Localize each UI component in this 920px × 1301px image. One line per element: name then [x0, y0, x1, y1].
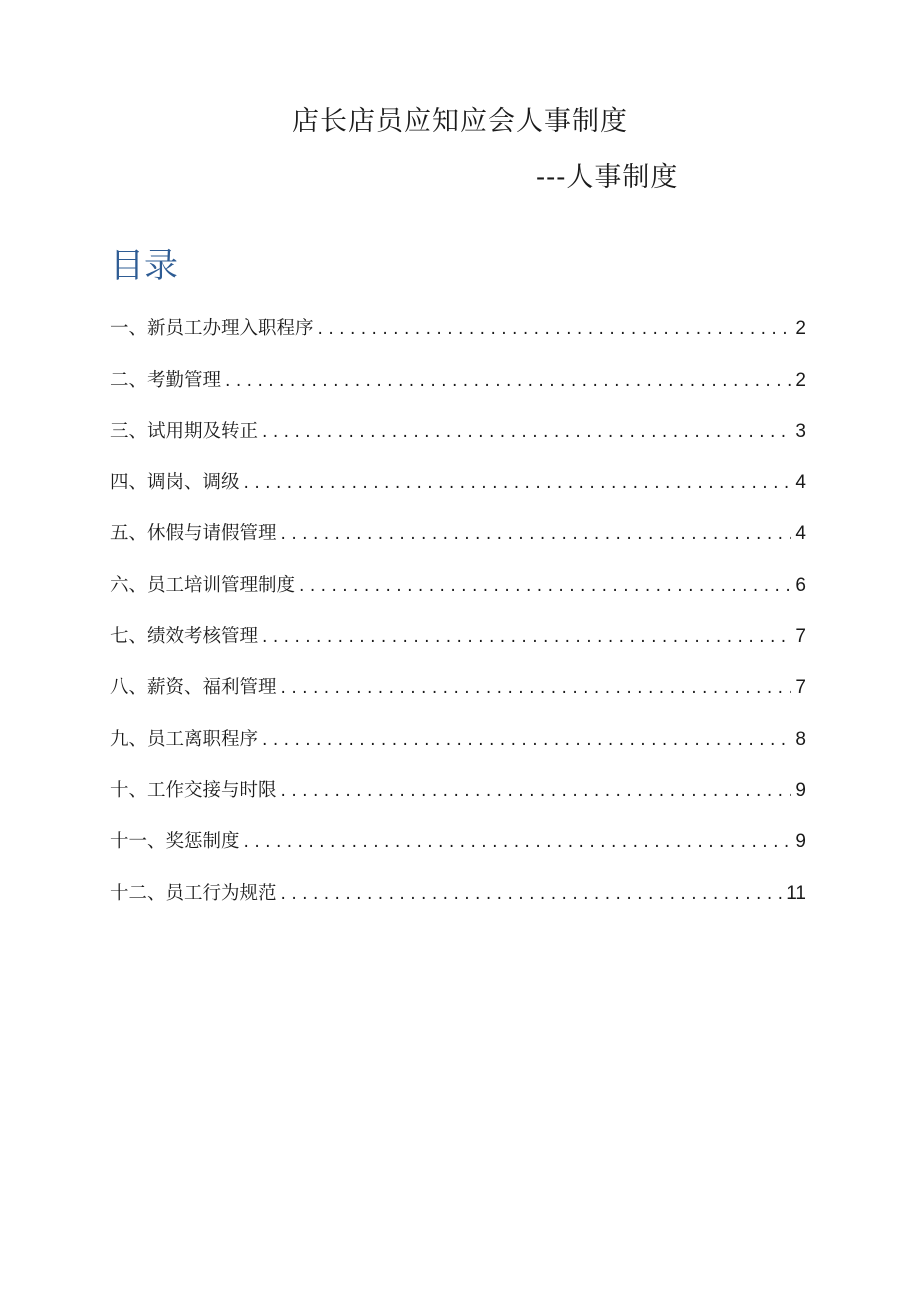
toc-dot-leader: [225, 361, 791, 401]
toc-page-number: 4: [795, 523, 806, 545]
toc-entry[interactable]: [110, 606, 806, 657]
toc-page-number: 2: [795, 369, 806, 391]
toc-page-number: 11: [786, 882, 806, 904]
toc-entry-label: 九、员工离职程序: [110, 728, 259, 750]
toc-entry[interactable]: [110, 503, 806, 554]
toc-page-number: 4: [795, 472, 806, 494]
toc-entry-label: 四、调岗、调级: [110, 472, 240, 494]
toc-page-number: 6: [795, 574, 806, 596]
toc-page-number: 2: [795, 318, 806, 340]
document-subtitle: ---人事制度: [536, 162, 679, 193]
toc-dot-leader: [281, 771, 792, 811]
toc-dot-leader: [299, 566, 791, 606]
toc-dot-leader: [262, 720, 791, 760]
toc-entry-label: 二、考勤管理: [110, 369, 222, 391]
toc-entry[interactable]: [110, 298, 806, 349]
toc-dot-leader: [262, 412, 791, 452]
toc-entry[interactable]: [110, 760, 806, 811]
toc-page-number: 7: [795, 677, 806, 699]
toc-entry[interactable]: [110, 554, 806, 605]
toc-dot-leader: [262, 617, 791, 657]
toc-dot-leader: [281, 668, 792, 708]
toc-page-number: 3: [795, 420, 806, 442]
toc-entry-label: 五、休假与请假管理: [110, 523, 277, 545]
toc-entry[interactable]: [110, 811, 806, 862]
document-title: 店长店员应知应会人事制度: [292, 106, 628, 137]
toc-dot-leader: [244, 463, 792, 503]
toc-heading: 目录: [110, 246, 178, 286]
toc-entry[interactable]: [110, 708, 806, 759]
toc-dot-leader: [318, 309, 792, 349]
table-of-contents: [110, 298, 806, 914]
toc-page-number: 9: [795, 779, 806, 801]
toc-entry-label: 三、试用期及转正: [110, 420, 259, 442]
toc-page-number: 9: [795, 831, 806, 853]
toc-dot-leader: [281, 514, 792, 554]
toc-entry-label: 十一、奖惩制度: [110, 831, 240, 853]
toc-entry[interactable]: [110, 657, 806, 708]
toc-dot-leader: [244, 822, 792, 862]
toc-page-number: 7: [795, 626, 806, 648]
toc-entry[interactable]: [110, 862, 806, 913]
toc-entry[interactable]: [110, 401, 806, 452]
toc-entry-label: 八、薪资、福利管理: [110, 677, 277, 699]
toc-entry-label: 七、绩效考核管理: [110, 626, 259, 648]
toc-entry[interactable]: [110, 452, 806, 503]
toc-entry[interactable]: [110, 349, 806, 400]
toc-entry-label: 一、新员工办理入职程序: [110, 318, 314, 340]
toc-entry-label: 十二、员工行为规范: [110, 882, 277, 904]
toc-page-number: 8: [795, 728, 806, 750]
toc-entry-label: 六、员工培训管理制度: [110, 574, 296, 596]
toc-entry-label: 十、工作交接与时限: [110, 779, 277, 801]
toc-dot-leader: [281, 874, 783, 914]
